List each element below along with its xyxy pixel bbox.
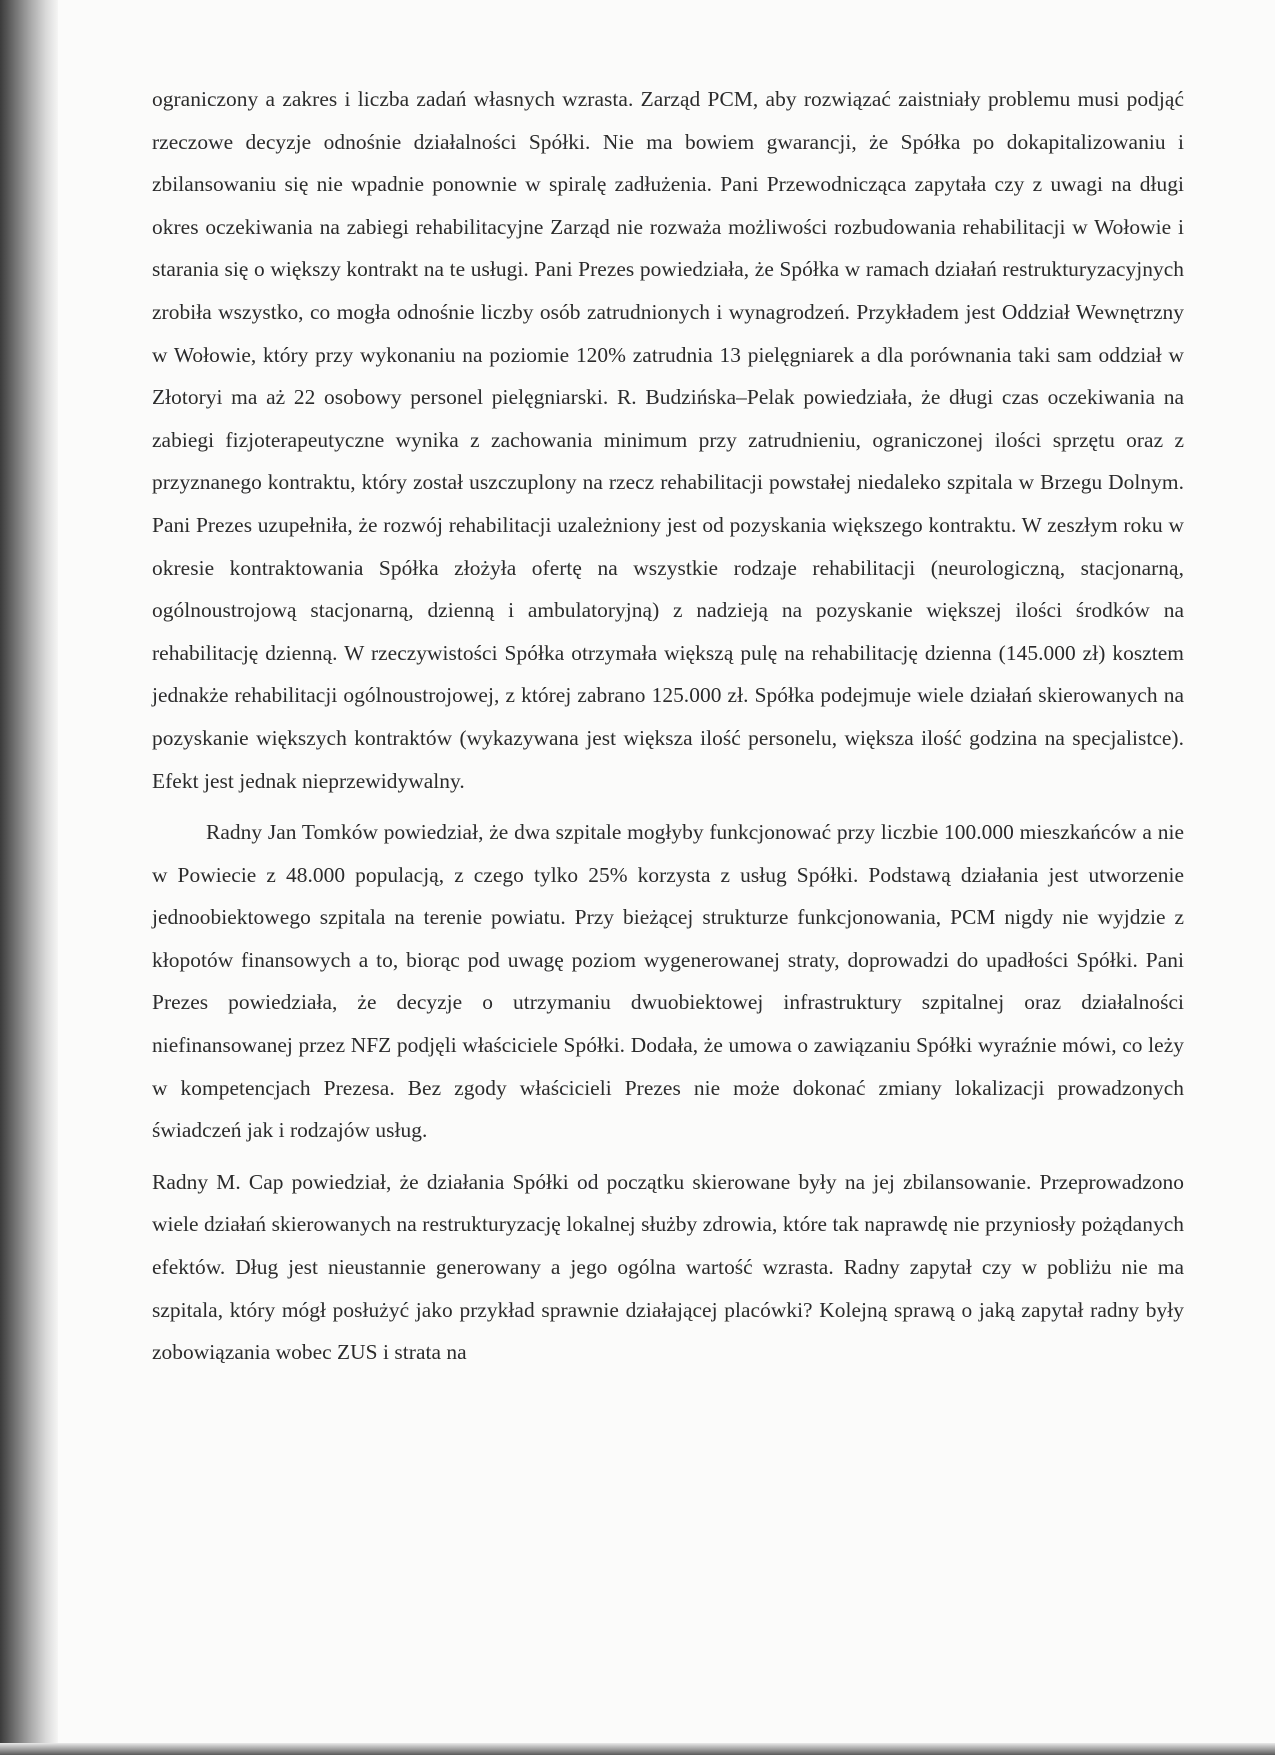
paragraph-3: Radny M. Cap powiedział, że działania Spółki od początku skierowane były na jej zbilansowanie. Przeprowadzono wiele działań skierowanych na restrukturyzację lokalnej służby zdrowia, które tak naprawdę nie przyniosły pożądanych efektów. Dług jest nieustannie generowany a jego ogólna wartość wzrasta. Radny zapytał czy w pobliżu nie ma szpitala, który mógł posłużyć jako przykład sprawnie działającej placówki? Kolejną sprawą o jaką zapytał radny były zobowiązania wobec ZUS i strata na bbox=[152, 1169, 1184, 1365]
scan-shadow-bottom bbox=[0, 1743, 1275, 1755]
paragraph-2: Radny Jan Tomków powiedział, że dwa szpitale mogłyby funkcjonować przy liczbie 100.000 mieszkańców a nie w Powiecie z 48.000 populacją, z czego tylko 25% korzysta z usług Spółki. Podstawą działania jest utworzenie jednoobiektowego szpitala na terenie powiatu. Przy bieżącej strukturze funkcjonowania, PCM nigdy nie wyjdzie z kłopotów finansowych a to, biorąc pod uwagę poziom wygenerowanej straty, doprowadzi do upadłości Spółki. Pani Prezes powiedziała, że decyzje o utrzymaniu dwuobiektowej infrastruktury szpitalnej oraz działalności niefinansowanej przez NFZ podjęli właściciele Spółki. Dodała, że umowa o zawiązaniu Spółki wyraźnie mówi, co leży w kompetencjach Prezesa. Bez zgody właścicieli Prezes nie może dokonać zmiany lokalizacji prowadzonych świadczeń jak i rodzajów usług. bbox=[152, 820, 1184, 1143]
paragraph-1: ograniczony a zakres i liczba zadań własnych wzrasta. Zarząd PCM, aby rozwiązać zaistniały problemu musi podjąć rzeczowe decyzje odnośnie działalności Spółki. Nie ma bowiem gwarancji, że Spółka po dokapitalizowaniu i zbilansowaniu się nie wpadnie ponownie w spiralę zadłużenia. Pani Przewodnicząca zapytała czy z uwagi na długi okres oczekiwania na zabiegi rehabilitacyjne Zarząd nie rozważa możliwości rozbudowania rehabilitacji w Wołowie i starania się o większy kontrakt na te usługi. Pani Prezes powiedziała, że Spółka w ramach działań restrukturyzacyjnych zrobiła wszystko, co mogła odnośnie liczby osób zatrudnionych i wynagrodzeń. Przykładem jest Oddział Wewnętrzny w Wołowie, który przy wykonaniu na poziomie 120% zatrudnia 13 pielęgniarek a dla porównania taki sam oddział w Złotoryi ma aż 22 osobowy personel pielęgniarski. R. Budzińska–Pelak powiedziała, że długi czas oczekiwania na zabiegi fizjoterapeutyczne wynika z zachowania minimum przy zatrudnieniu, ograniczonej ilości sprzętu oraz z przyznanego kontraktu, który został uszczuplony na rzecz rehabilitacji powstałej niedaleko szpitala w Brzegu Dolnym. Pani Prezes uzupełniła, że rozwój rehabilitacji uzależniony jest od pozyskania większego kontraktu. W zeszłym roku w okresie kontraktowania Spółka złożyła ofertę na wszystkie rodzaje rehabilitacji (neurologiczną, stacjonarną, ogólnoustrojową stacjonarną, dzienną i ambulatoryjną) z nadzieją na pozyskanie większej ilości środków na rehabilitację dzienną. W rzeczywistości Spółka otrzymała większą pulę na rehabilitację dzienna (145.000 zł) kosztem jednakże rehabilitacji ogólnoustrojowej, z której zabrano 125.000 zł. Spółka podejmuje wiele działań skierowanych na pozyskanie większych kontraktów (wykazywana jest większa ilość personelu, większa ilość godzina na specjalistce). Efekt jest jednak nieprzewidywalny. bbox=[152, 87, 1184, 793]
scan-shadow-left bbox=[0, 0, 58, 1755]
document-body bbox=[152, 78, 1184, 1374]
